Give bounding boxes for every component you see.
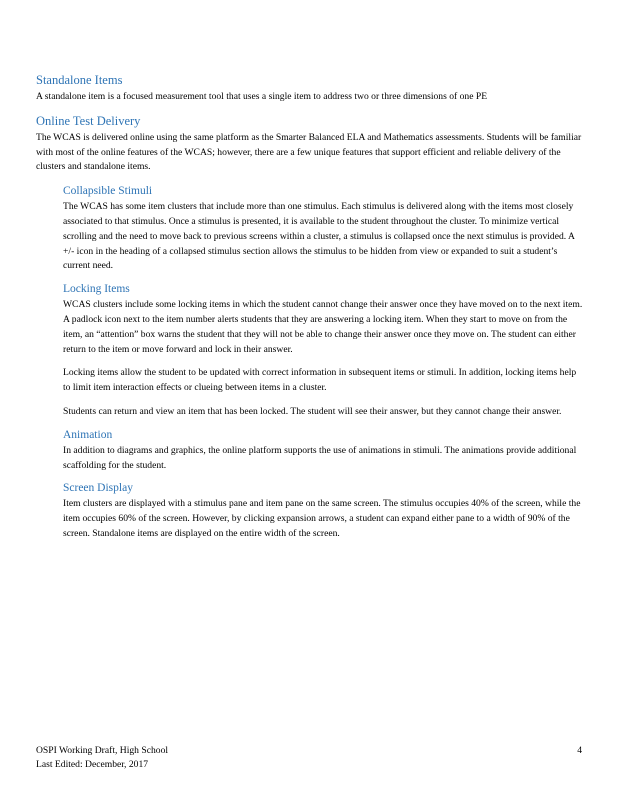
section-screen-display [63,481,585,541]
section-standalone-items [36,73,584,105]
heading-standalone-items: Standalone Items [36,73,123,87]
section-online-test-delivery [36,114,584,175]
heading-screen-display: Screen Display [63,482,133,495]
footer-draft-label: OSPI Working Draft, High School [36,745,169,756]
paragraph-collapsible-stimuli: The WCAS has some item clusters that include more than one stimulus. Each stimulus is delivered along with the items most closely associated to that stimulus. Once a stimulus is presented, it is available to the student throughout the cluster. To minimize vertical scrolling and the need to move back to previous screens within a cluster, a stimulus is collapsed once the next stimulus is provided. A +/- icon in the heading of a collapsed stimulus section allows the stimulus to be hidden from view or expanded to suit a student’s current need. [63,201,575,272]
page-footer [36,744,582,771]
paragraph-animation: In addition to diagrams and graphics, the online platform supports the use of animations in stimuli. The animations provide additional scaffolding for the student. [63,444,577,471]
page-content [36,73,584,550]
paragraph-online-test-delivery: The WCAS is delivered online using the same platform as the Smarter Balanced ELA and Mathematics assessments. Students will be familiar with most of the online features of the WCAS; however, there are a few unique features that support efficient and reliable delivery of the clusters and standalone items. [36,131,582,173]
section-collapsible-stimuli [63,184,585,274]
heading-collapsible-stimuli: Collapsible Stimuli [63,185,153,198]
section-locking-items [63,282,585,420]
heading-online-test-delivery: Online Test Delivery [36,113,141,128]
heading-animation: Animation [63,428,113,441]
section-animation [63,428,585,474]
paragraph-locking-items-1: WCAS clusters include some locking items in which the student cannot change their answer once they have moved on to the next item. A padlock icon next to the item number alerts students that they are answering a locking item. When they start to move on from the item, an “attention” box warns the student that they will not be able to change their answer once they move on. The student can either return to the item or move forward and lock in their answer. [63,299,583,355]
paragraph-screen-display: Item clusters are displayed with a stimulus pane and item pane on the same screen. The stimulus occupies 40% of the screen, while the item occupies 60% of the screen. However, by clicking expansion arrows, a student can expand either pane to a width of 90% of the screen. Standalone items are displayed on the entire width of the screen. [63,498,581,539]
paragraph-standalone-items: A standalone item is a focused measurement tool that uses a single item to address two or three dimensions of one PE [36,91,488,102]
page-number: 4 [577,745,582,756]
footer-last-edited: Last Edited: December, 2017 [36,758,149,770]
paragraph-locking-items-3: Students can return and view an item that has been locked. The student will see their answer, but they cannot change their answer. [63,405,562,417]
heading-locking-items: Locking Items [63,283,130,296]
paragraph-locking-items-2: Locking items allow the student to be updated with correct information in subsequent items or stimuli. In addition, locking items help to limit item interaction effects or clueing between items in a cluster. [63,367,577,394]
